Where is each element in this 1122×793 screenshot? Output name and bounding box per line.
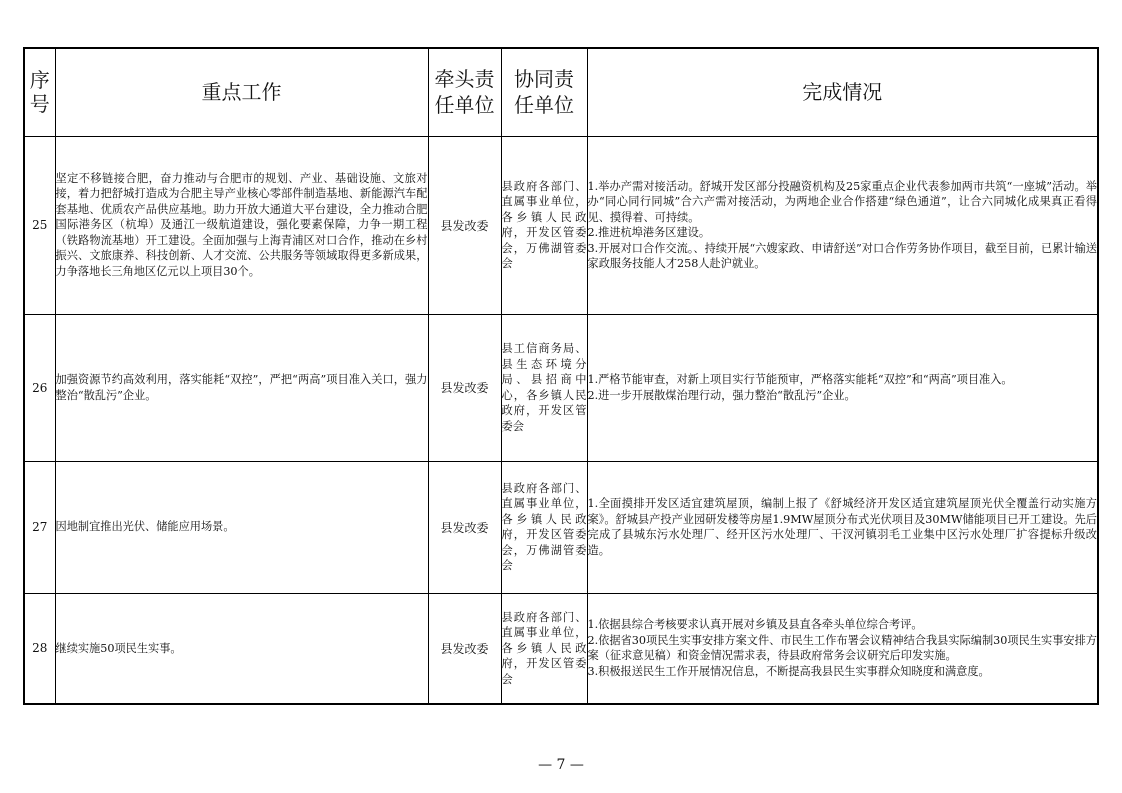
table-row [24, 136, 1098, 314]
row-completion [587, 461, 1098, 593]
row-coop-unit: 县政府各部门、直属事业单位，各乡镇人民政府，开发区管委会 [501, 593, 587, 704]
row-lead-unit: 县发改委 [428, 314, 501, 461]
header-lead: 牵头责任单位 [428, 48, 501, 136]
header-seq: 序号 [24, 48, 55, 136]
header-task: 重点工作 [55, 48, 428, 136]
completion-item: 1.举办产需对接活动。舒城开发区部分投融资机构及25家重点企业代表参加两市共筑“一座城”活动。举办“同心同行同城”合六产需对接活动，为两地企业合作搭建“绿色通道”，让合六同城化成果真正看得见、摸得着、可持续。 [587, 179, 1097, 224]
row-number: 27 [24, 461, 55, 593]
row-number: 26 [24, 314, 55, 461]
header-coop: 协同责任单位 [501, 48, 587, 136]
row-task: 因地制宜推出光伏、储能应用场景。 [55, 461, 428, 593]
completion-item: 2.依据省30项民生实事安排方案文件、市民生工作布署会议精神结合我县实际编制30项民生实事安排方案（征求意见稿）和资金情况需求表，待县政府常务会议研究后印发实施。 [587, 633, 1097, 663]
table-header-row [24, 48, 1098, 136]
work-progress-table [23, 47, 1099, 705]
row-lead-unit: 县发改委 [428, 461, 501, 593]
header-done: 完成情况 [587, 48, 1098, 136]
completion-item: 1.全面摸排开发区适宜建筑屋顶，编制上报了《舒城经济开发区适宜建筑屋顶光伏全覆盖行动实施方案》。舒城县产投产业园研发楼等房屋1.9MW屋顶分布式光伏项目及30MW储能项目已开工建设。先后完成了县城东污水处理厂、经开区污水处理厂、干汊河镇羽毛工业集中区污水处理厂扩容提标升级改造。 [587, 497, 1097, 557]
completion-item: 3.积极报送民生工作开展情况信息，不断提高我县民生实事群众知晓度和满意度。 [587, 664, 990, 678]
row-lead-unit: 县发改委 [428, 136, 501, 314]
table-row [24, 314, 1098, 461]
row-coop-unit: 县工信商务局、县生态环境分局、县招商中心，各乡镇人民政府，开发区管委会 [501, 314, 587, 461]
table-row [24, 593, 1098, 704]
row-completion [587, 136, 1098, 314]
completion-item: 1.严格节能审查，对新上项目实行节能预审，严格落实能耗“双控”和“两高”项目准入。 [587, 373, 1013, 386]
completion-item: 2.进一步开展散煤治理行动，强力整治“散乱污”企业。 [587, 388, 856, 402]
row-task: 加强资源节约高效利用，落实能耗“双控”，严把“两高”项目准入关口，强力整治“散乱污”企业。 [55, 314, 428, 461]
row-lead-unit: 县发改委 [428, 593, 501, 704]
row-coop-unit: 县政府各部门、直属事业单位，各乡镇人民政府，开发区管委会，万佛湖管委会 [501, 461, 587, 593]
completion-item: 2.推进杭埠港务区建设。 [587, 226, 711, 239]
page-number: — 7 — [538, 757, 584, 773]
completion-item: 3.开展对口合作交流。、持续开展“六嫂家政、申请舒送”对口合作劳务协作项目，截至目前，已累计输送家政服务技能人才258人赴沪就业。 [587, 241, 1097, 270]
row-number: 28 [24, 593, 55, 704]
row-task: 继续实施50项民生实事。 [55, 593, 428, 704]
table-row [24, 461, 1098, 593]
row-number: 25 [24, 136, 55, 314]
row-completion [587, 593, 1098, 704]
completion-item: 1.依据县综合考核要求认真开展对乡镇及县直各牵头单位综合考评。 [587, 618, 923, 632]
row-task: 坚定不移链接合肥，奋力推动与合肥市的规划、产业、基础设施、文旅对接，着力把舒城打造成为合肥主导产业核心零部件制造基地、新能源汽车配套基地、优质农产品供应基地。助力开放大通道大平台建设，全力推动合肥国际港务区（杭埠）及通江一级航道建设，强化要素保障，力争一期工程（铁路物流基地）开工建设。全面加强与上海青浦区对口合作，推动在乡村振兴、文旅康养、科技创新、人才交流、公共服务等领域取得更多新成果，力争落地长三角地区亿元以上项目30个。 [55, 136, 428, 314]
row-coop-unit: 县政府各部门、直属事业单位，各乡镇人民政府，开发区管委会，万佛湖管委会 [501, 136, 587, 314]
row-completion [587, 314, 1098, 461]
